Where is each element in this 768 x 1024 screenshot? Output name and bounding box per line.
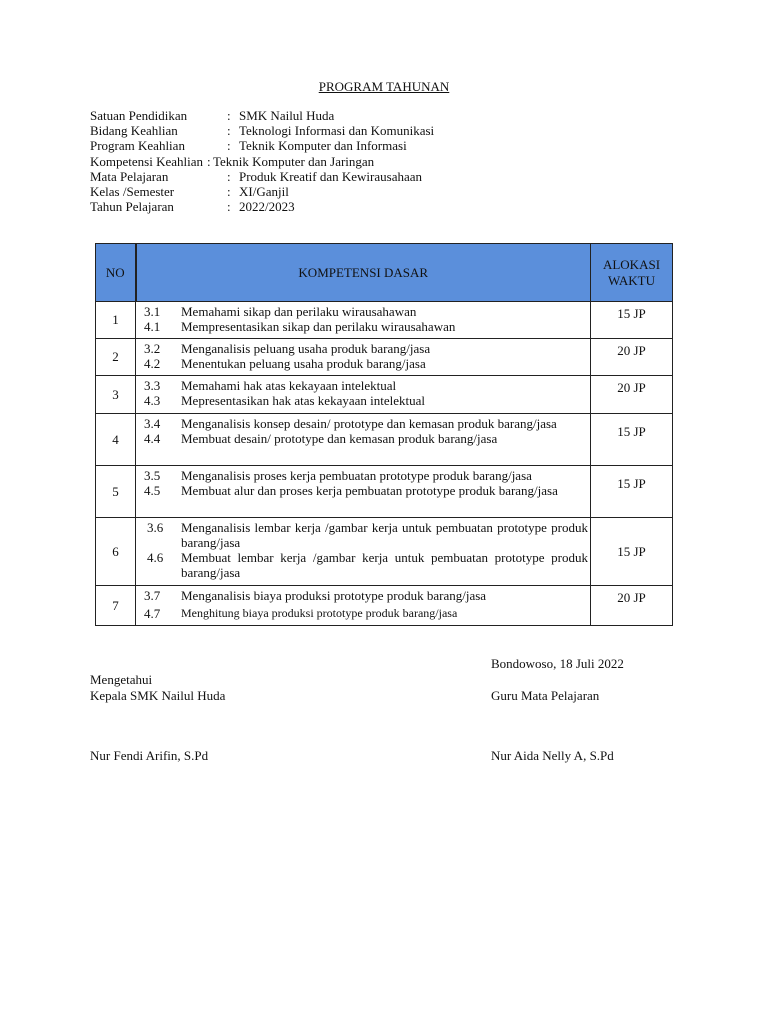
info-label: Kompetensi Keahlian [90, 153, 203, 169]
kd-text: Memahami sikap dan perilaku wirausahawan [181, 304, 417, 319]
kd-number: 4.1 [144, 319, 161, 334]
kd-number: 3.7 [144, 588, 161, 603]
row-number: 4 [96, 414, 136, 466]
kd-number: 4.3 [144, 393, 161, 408]
info-label: Program Keahlian [90, 138, 185, 154]
info-separator: : [227, 123, 231, 139]
kd-number: 3.6 [147, 520, 164, 535]
time-allocation: 15 JP [591, 414, 673, 466]
time-allocation: 20 JP [591, 586, 673, 626]
info-value: SMK Nailul Huda [239, 108, 335, 123]
teacher-name: Nur Aida Nelly A, S.Pd [491, 748, 614, 763]
kd-text: Menganalisis peluang usaha produk barang/jasa [181, 341, 431, 356]
kd-text: Membuat alur dan proses kerja pembuatan prototype produk barang/jasa [181, 483, 558, 498]
kd-text: Memahami hak atas kekayaan intelektual [181, 378, 397, 393]
kd-text: Menganalisis lembar kerja /gambar kerja untuk pembuatan prototype produk barang/jasa [181, 520, 588, 550]
document-title: PROGRAM TAHUNAN [318, 79, 450, 94]
kd-text: Membuat desain/ prototype dan kemasan produk barang/jasa [181, 431, 498, 446]
kd-text: Menentukan peluang usaha produk barang/jasa [181, 356, 426, 371]
info-value: Teknik Komputer dan Jaringan [213, 153, 375, 169]
kd-number: 3.3 [144, 378, 161, 393]
info-value: Produk Kreatif dan Kewirausahaan [239, 168, 423, 184]
row-number: 3 [96, 376, 136, 414]
info-separator: : [227, 138, 231, 154]
kd-number: 4.7 [144, 606, 161, 621]
acknowledged-label: Mengetahui [90, 672, 153, 687]
kd-number: 4.4 [144, 431, 161, 446]
info-separator: : [227, 199, 231, 215]
teacher-title: Guru Mata Pelajaran [491, 688, 600, 703]
kd-text: Membuat lembar kerja /gambar kerja untuk pembuatan prototype produk barang/jasa [181, 550, 588, 580]
row-number: 5 [96, 466, 136, 518]
header-kompetensi-dasar: KOMPETENSI DASAR [136, 244, 591, 302]
principal-name: Nur Fendi Arifin, S.Pd [90, 748, 209, 763]
info-separator: : [227, 108, 231, 123]
info-separator: : [227, 168, 231, 184]
kd-text: Menganalisis proses kerja pembuatan prototype produk barang/jasa [181, 468, 532, 483]
kd-number: 3.2 [144, 341, 161, 356]
info-value: Teknik Komputer dan Informasi [239, 138, 407, 154]
header-alokasi-line: ALOKASI [602, 256, 661, 272]
info-separator: : [227, 183, 231, 199]
info-label: Mata Pelajaran [90, 168, 169, 184]
place-date: Bondowoso, 18 Juli 2022 [491, 656, 624, 671]
kd-text: Mepresentasikan hak atas kekayaan intelektual [181, 393, 426, 408]
kd-text: Menganalisis konsep desain/ prototype dan kemasan produk barang/jasa [181, 416, 557, 431]
info-label: Bidang Keahlian [90, 123, 178, 139]
kd-text: Menganalisis biaya produksi prototype produk barang/jasa [181, 588, 487, 603]
time-allocation: 15 JP [591, 466, 673, 518]
principal-title: Kepala SMK Nailul Huda [90, 688, 226, 703]
kd-text: Mempresentasikan sikap dan perilaku wirausahawan [181, 319, 456, 334]
kd-number: 3.5 [144, 468, 161, 483]
info-label: Tahun Pelajaran [90, 199, 174, 215]
kd-number: 3.4 [144, 416, 161, 431]
info-separator: : [207, 153, 211, 169]
row-number: 6 [96, 518, 136, 586]
time-allocation: 15 JP [591, 302, 673, 339]
info-label: Kelas /Semester [90, 183, 175, 199]
info-value: 2022/2023 [239, 199, 295, 215]
row-number: 2 [96, 339, 136, 376]
header-no: NO [96, 244, 136, 302]
kd-number: 3.1 [144, 304, 161, 319]
kd-number: 4.2 [144, 356, 161, 371]
time-allocation: 20 JP [591, 376, 673, 414]
header-waktu-line: WAKTU [608, 272, 655, 288]
kd-number: 4.6 [147, 550, 164, 565]
info-label: Satuan Pendidikan [90, 108, 188, 123]
info-value: XI/Ganjil [239, 183, 289, 199]
kd-number: 4.5 [144, 483, 161, 498]
info-value: Teknologi Informasi dan Komunikasi [239, 123, 435, 139]
row-number: 7 [96, 586, 136, 626]
row-number: 1 [96, 302, 136, 339]
time-allocation: 20 JP [591, 339, 673, 376]
time-allocation: 15 JP [591, 518, 673, 586]
kd-text: Menghitung biaya produksi prototype produk barang/jasa [181, 606, 458, 620]
